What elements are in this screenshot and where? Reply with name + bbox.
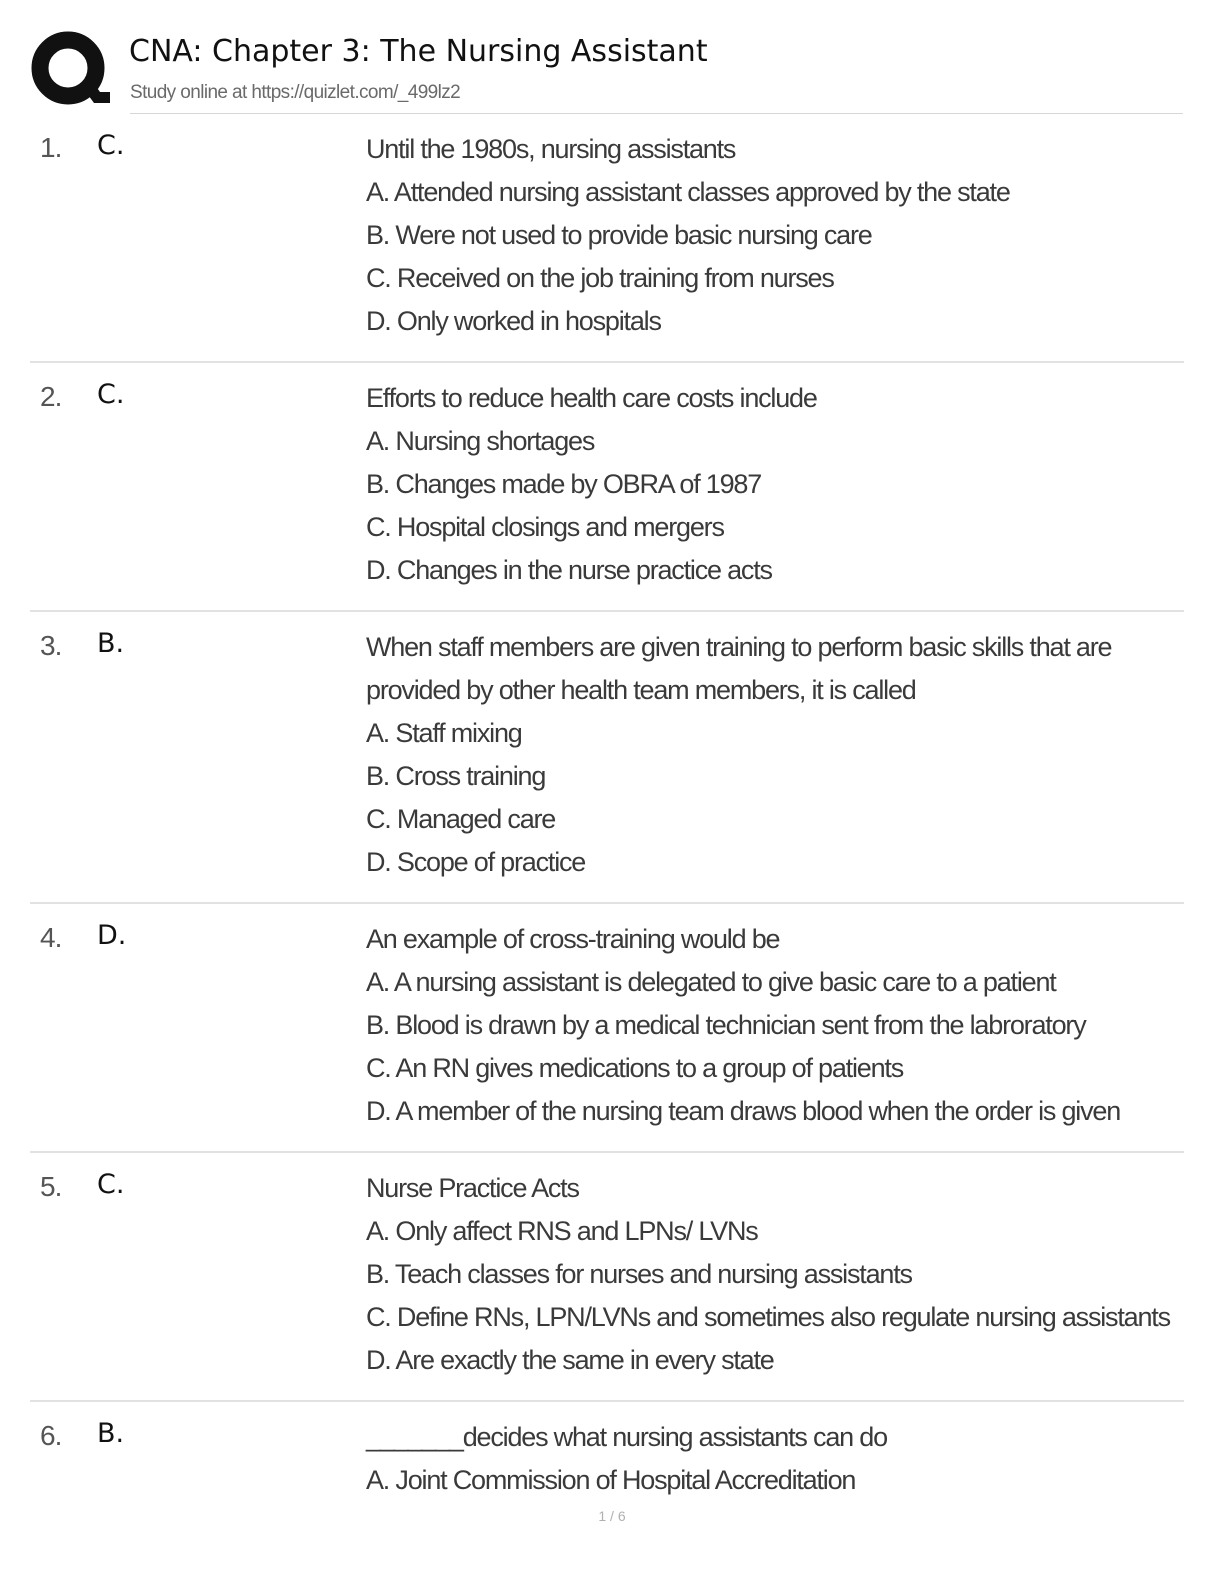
card-option-b: B. Cross training [366, 761, 546, 791]
card-number: 5. [40, 1171, 62, 1202]
card-question: Nurse Practice Acts [366, 1173, 579, 1203]
card-number: 4. [40, 922, 62, 953]
flashcard-6 [30, 1402, 1184, 1520]
card-question: Until the 1980s, nursing assistants [366, 134, 736, 164]
flashcard-3 [30, 612, 1184, 904]
card-answer: B. [97, 628, 125, 659]
card-question: Efforts to reduce health care costs include [366, 383, 817, 413]
card-option-b: B. Changes made by OBRA of 1987 [366, 469, 762, 499]
card-number: 2. [40, 381, 62, 412]
card-question-block [366, 1416, 1178, 1502]
card-option-a: A. Attended nursing assistant classes approved by the state [366, 177, 1010, 207]
card-question-block [366, 918, 1178, 1133]
card-question-block [366, 128, 1178, 343]
card-option-c: C. Received on the job training from nurses [366, 263, 834, 293]
card-answer: C. [97, 379, 125, 410]
card-option-c: C. Managed care [366, 804, 556, 834]
card-answer: D. [97, 920, 127, 951]
card-answer: C. [97, 130, 125, 161]
card-option-d: D. A member of the nursing team draws blood when the order is given [366, 1096, 1121, 1126]
card-number: 1. [40, 132, 62, 163]
card-question: When staff members are given training to perform basic skills that are provided by other health team members, it is called [366, 632, 1112, 705]
card-option-a: A. Joint Commission of Hospital Accreditation [366, 1465, 856, 1495]
card-option-d: D. Scope of practice [366, 847, 586, 877]
card-option-b: B. Were not used to provide basic nursing care [366, 220, 872, 250]
card-number: 6. [40, 1420, 62, 1451]
card-option-b: B. Blood is drawn by a medical technician sent from the labroratory [366, 1010, 1086, 1040]
card-option-c: C. An RN gives medications to a group of patients [366, 1053, 904, 1083]
card-question-block [366, 626, 1178, 884]
card-option-a: A. Only affect RNS and LPNs/ LVNs [366, 1216, 758, 1246]
card-option-c: C. Define RNs, LPN/LVNs and sometimes also regulate nursing assistants [366, 1302, 1170, 1332]
study-online-link[interactable]: Study online at https://quizlet.com/_499lz2 [130, 82, 461, 103]
card-option-a: A. Nursing shortages [366, 426, 595, 456]
card-question-block [366, 377, 1178, 592]
page-number: 1 / 6 [598, 1508, 626, 1524]
flashcard-2 [30, 363, 1184, 612]
flashcard-4 [30, 904, 1184, 1153]
flashcard-5 [30, 1153, 1184, 1402]
card-option-a: A. Staff mixing [366, 718, 522, 748]
card-option-a: A. A nursing assistant is delegated to give basic care to a patient [366, 967, 1056, 997]
flashcard-list [0, 114, 1224, 1520]
card-question-block [366, 1167, 1178, 1382]
card-number: 3. [40, 630, 62, 661]
card-question: An example of cross-training would be [366, 924, 780, 954]
card-option-b: B. Teach classes for nurses and nursing assistants [366, 1259, 912, 1289]
card-option-d: D. Changes in the nurse practice acts [366, 555, 772, 585]
flashcard-1 [30, 114, 1184, 363]
card-question: _______decides what nursing assistants can do [366, 1422, 887, 1452]
card-answer: C. [97, 1169, 125, 1200]
card-option-d: D. Are exactly the same in every state [366, 1345, 774, 1375]
card-answer: B. [97, 1418, 125, 1449]
page-header [30, 28, 1190, 114]
page-title: CNA: Chapter 3: The Nursing Assistant [129, 34, 708, 69]
card-option-c: C. Hospital closings and mergers [366, 512, 724, 542]
quizlet-logo-icon [30, 30, 110, 110]
card-option-d: D. Only worked in hospitals [366, 306, 661, 336]
